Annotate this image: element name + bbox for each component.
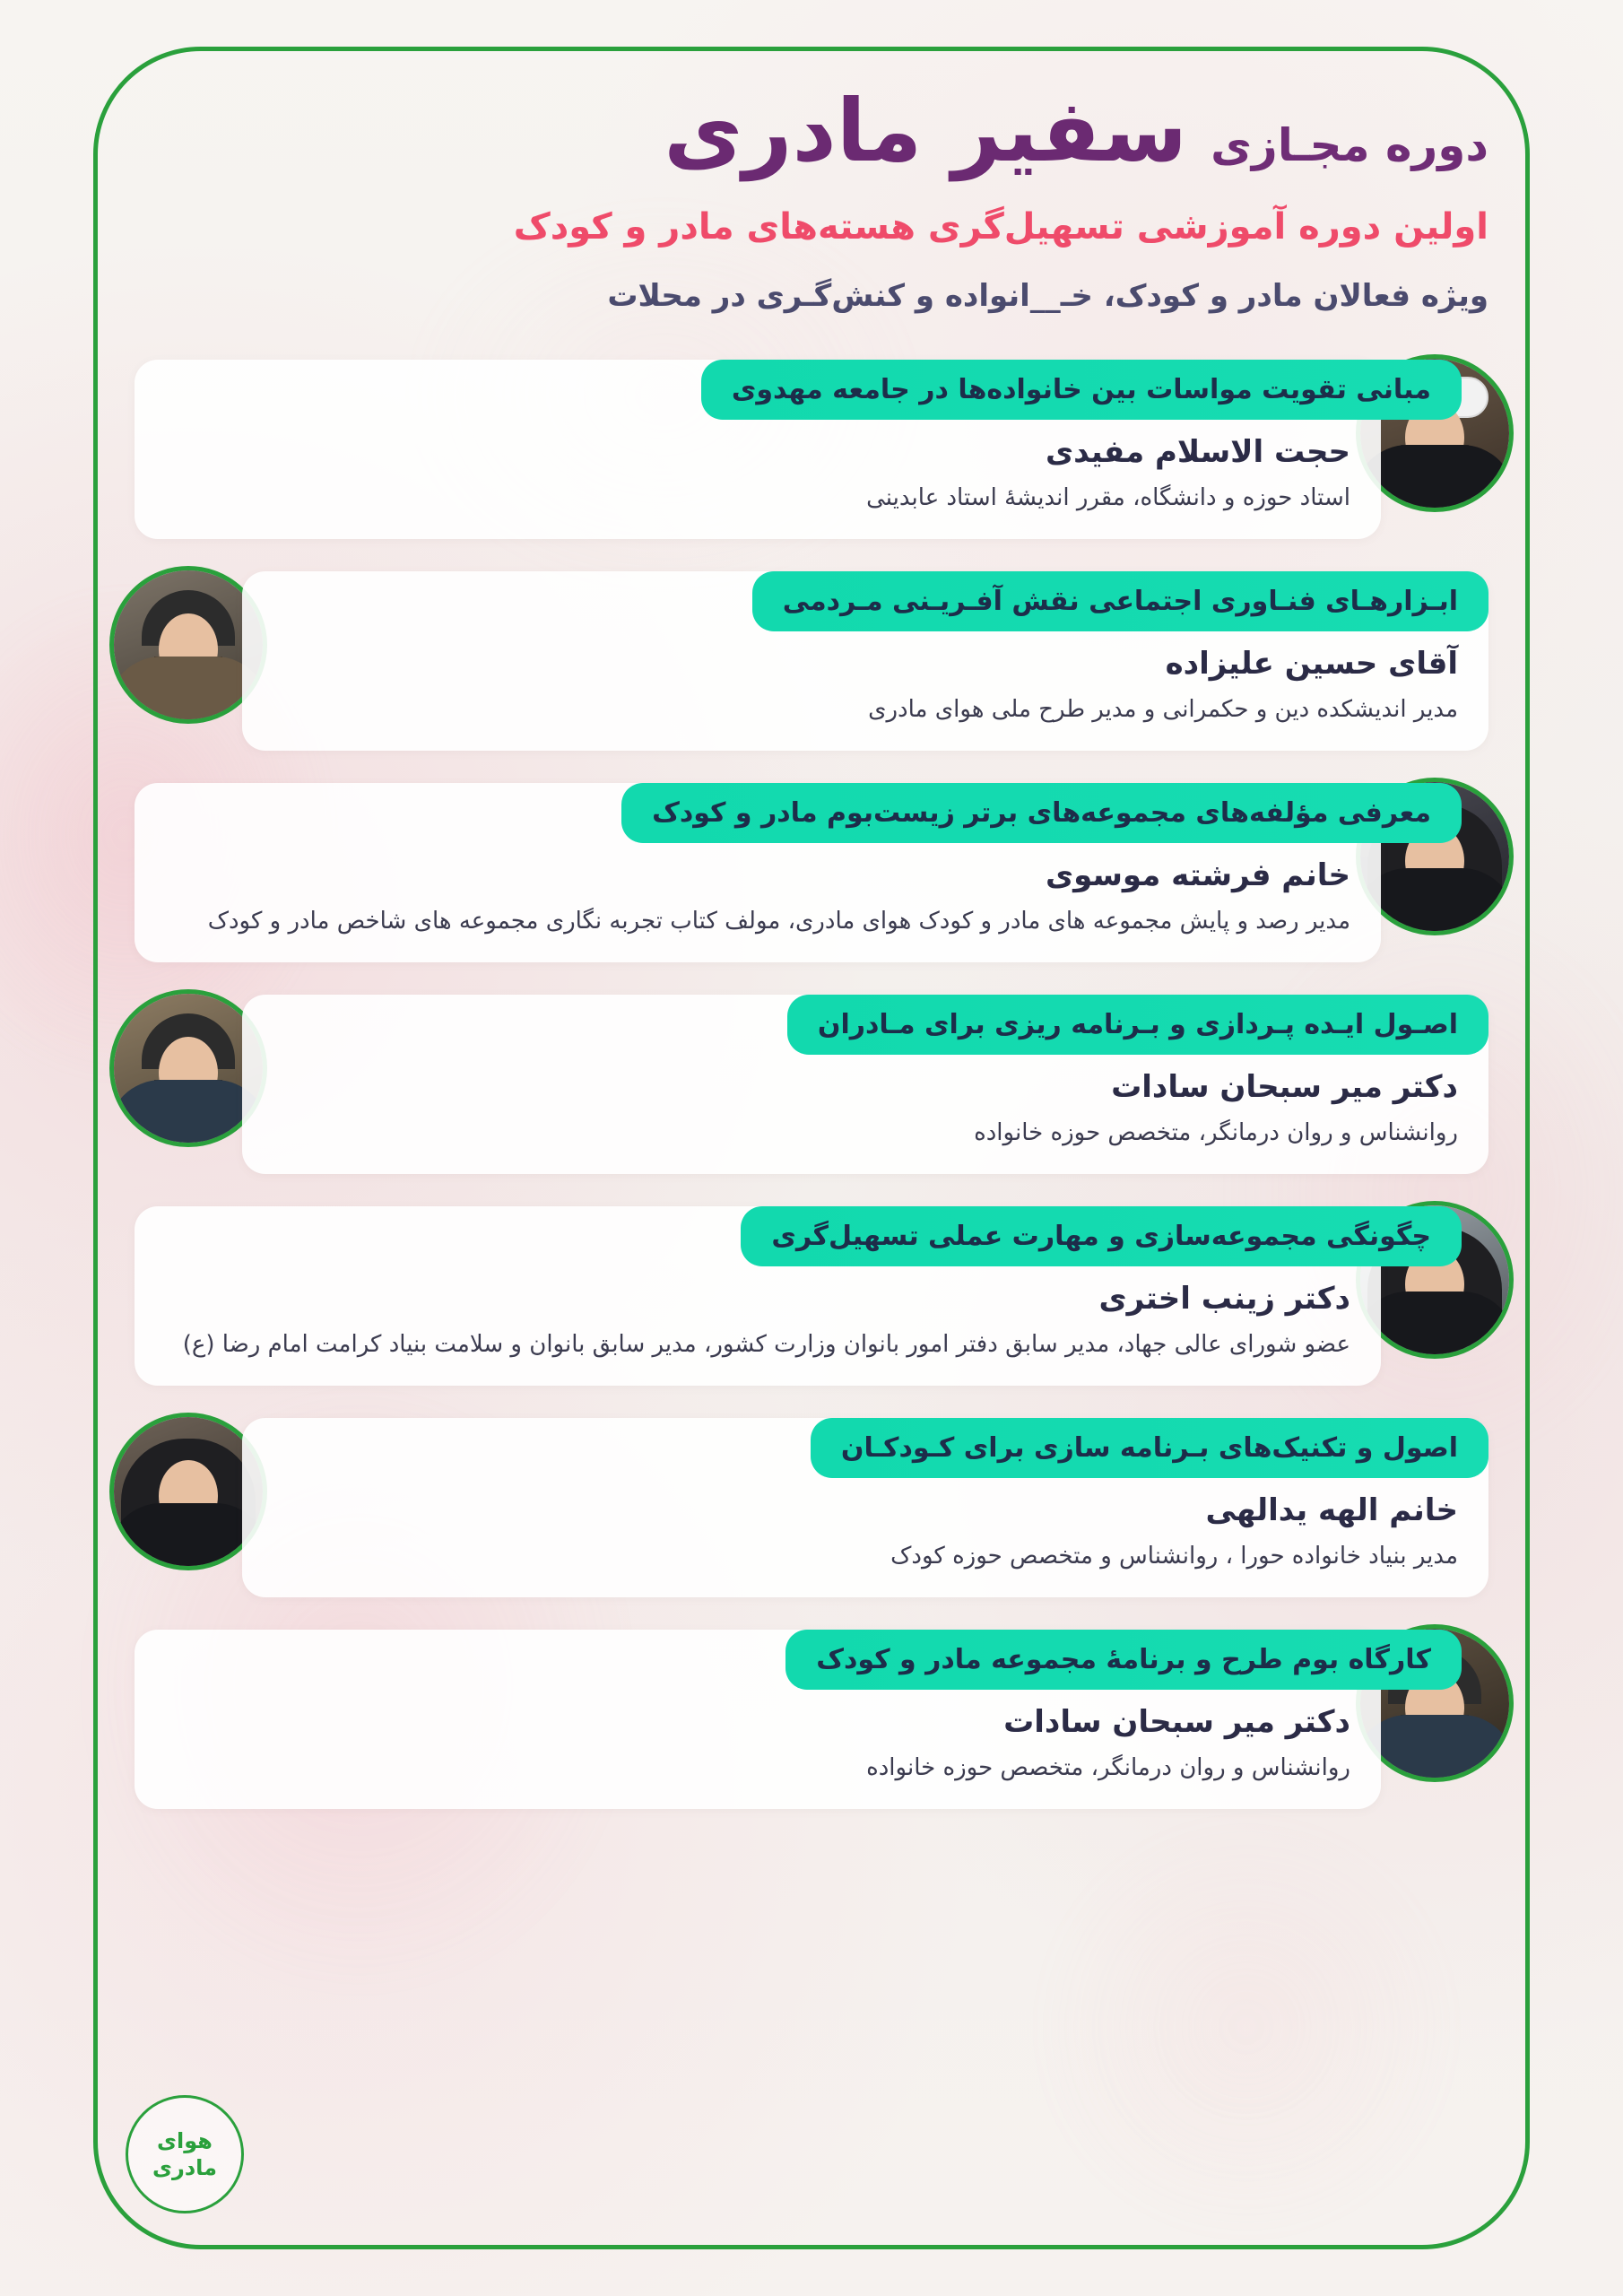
session-item [135,360,1488,548]
session-item [135,571,1488,760]
session-speaker: دکتر میر سبحان سادات [1111,1069,1458,1106]
session-description: روانشناس و روان درمانگر، متخصص حوزه خانواده [866,1754,1350,1782]
session-speaker: دکتر زینب اختری [1098,1281,1350,1318]
session-item [135,1418,1488,1606]
brand-logo-text: هوای مادری [152,2128,217,2180]
session-item [135,1630,1488,1818]
session-item [135,1206,1488,1395]
session-topic: چگونگی مجموعه‌سازی و مهارت عملی تسهیل‌گری [741,1206,1462,1266]
session-item [135,995,1488,1183]
session-topic: کارگاه بوم طرح و برنامهٔ مجموعه مادر و کودک [785,1630,1462,1690]
session-list [0,360,1623,1818]
session-speaker: دکتر میر سبحان سادات [1003,1704,1350,1741]
session-card [242,571,1488,751]
poster-header [0,0,1623,320]
session-card [135,360,1431,539]
session-card [135,1630,1431,1809]
session-speaker: حجت الاسلام مفیدی [1045,434,1350,471]
session-topic: معرفی مؤلفه‌های مجموعه‌های برتر زیست‌بوم مادر و کودک [621,783,1462,843]
session-description: مدیر اندیشکده دین و حکمرانی و مدیر طرح ملی هوای مادری [868,696,1458,724]
session-description: روانشناس و روان درمانگر، متخصص حوزه خانواده [974,1119,1458,1147]
session-speaker: آقای حسین علیزاده [1165,646,1458,683]
session-item [135,783,1488,971]
session-card [135,783,1431,962]
session-description: عضو شورای عالی جهاد، مدیر سابق دفتر امور بانوان وزارت کشور، مدیر سابق بانوان و سلامت بنیاد کرامت امام رضا (ع) [182,1331,1350,1359]
session-card [242,995,1488,1174]
title-row [135,81,1488,181]
title-prefix: دوره مجـازی [1211,119,1488,171]
session-topic: مبانی تقویت مواسات بین خانواده‌ها در جامعه مهدوی [701,360,1462,420]
session-speaker: خانم فرشته موسوی [1046,857,1350,894]
floral-decoration [1013,1794,1480,2260]
session-card [242,1418,1488,1597]
brand-logo [126,2095,244,2213]
subtitle: اولین دوره آموزشی تسهیل‌گری هسته‌های مادر و کودک [513,205,1488,248]
page-title: سفیر مادری [664,81,1188,181]
audience-line: ویژه فعالان مادر و کودک، خـ__انواده و کنش‌گـری در محلات [607,277,1488,314]
session-description: مدیر رصد و پایش مجموعه های مادر و کودک هوای مادری، مولف کتاب تجربه نگاری مجموعه های شاخص مادر و کودک [207,908,1350,935]
session-description: استاد حوزه و دانشگاه، مقرر اندیشهٔ استاد عابدینی [866,484,1350,512]
session-description: مدیر بنیاد خانواده حورا ، روانشناس و متخصص حوزه کودک [890,1543,1458,1570]
session-speaker: خانم الهه یدالهی [1205,1492,1458,1529]
session-topic: اصـول ایـده پـردازی و بـرنامه ریزی برای مـادران [787,995,1488,1055]
session-card [135,1206,1431,1386]
session-topic: اصول و تکنیک‌های بـرنامه سازی برای کـودکـان [811,1418,1488,1478]
session-topic: ابـزارهـای فنـاوری اجتماعی نقش آفـریـنی مـردمی [752,571,1488,631]
